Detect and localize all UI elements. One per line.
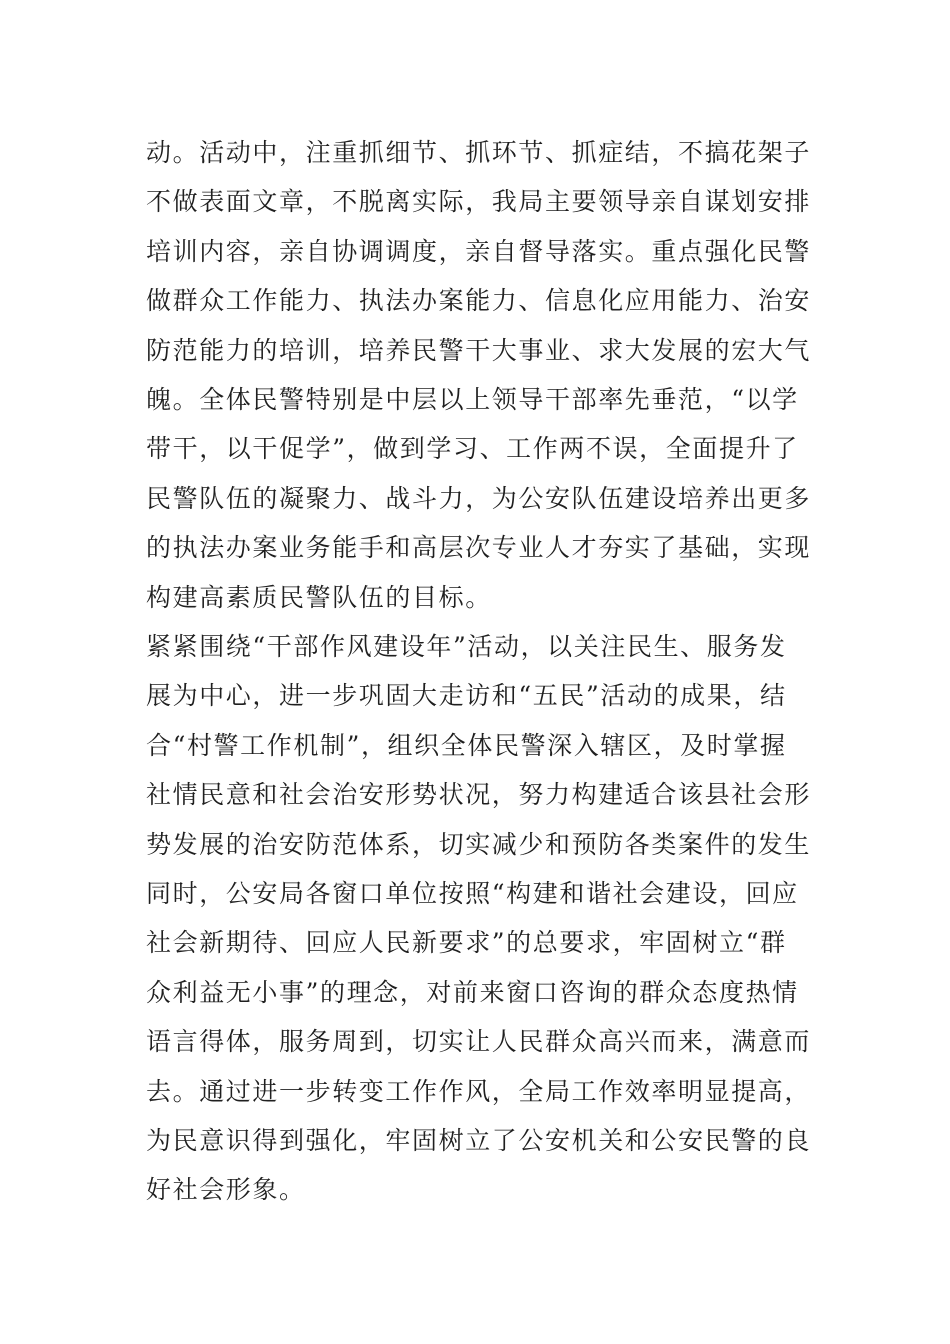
paragraph-1-line: 民警队伍的凝聚力、战斗力，为公安队伍建设培养出更多 (146, 483, 812, 513)
paragraph-2-line: 好社会形象。 (146, 1175, 306, 1205)
paragraph-2-line: 紧紧围绕“干部作风建设年”活动，以关注民生、服务发 (146, 632, 787, 661)
paragraph-1-line: 动。活动中，注重抓细节、抓环节、抓症结，不搞花架子 (146, 138, 812, 167)
paragraph-2-line: 合“村警工作机制”，组织全体民警深入辖区，及时掌握 (146, 730, 787, 760)
paragraph-2-line: 语言得体，服务周到，切实让人民群众高兴而来，满意而 (146, 1027, 812, 1057)
paragraph-2 (146, 622, 812, 1215)
paragraph-2-line: 社情民意和社会治安形势状况，努力构建适合该县社会形 (146, 780, 812, 810)
paragraph-1-line: 带干，以干促学”，做到学习、工作两不误，全面提升了 (146, 434, 799, 464)
paragraph-1 (146, 128, 812, 622)
paragraph-2-line: 同时，公安局各窗口单位按照“构建和谐社会建设，回应 (146, 878, 799, 908)
paragraph-1-line: 不做表面文章，不脱离实际，我局主要领导亲自谋划安排 (146, 187, 812, 217)
paragraph-1-line: 防范能力的培训，培养民警干大事业、求大发展的宏大气 (146, 335, 812, 365)
paragraph-1-line: 魄。全体民警特别是中层以上领导干部率先垂范，“以学 (146, 384, 799, 414)
paragraph-1-line: 构建高素质民警队伍的目标。 (146, 582, 492, 612)
paragraph-2-line: 社会新期待、回应人民新要求”的总要求，牢固树立“群 (146, 928, 787, 958)
paragraph-2-line: 势发展的治安防范体系，切实减少和预防各类案件的发生 (146, 829, 812, 859)
paragraph-2-line: 去。通过进一步转变工作作风，全局工作效率明显提高， (146, 1076, 812, 1106)
paragraph-2-line: 为民意识得到强化，牢固树立了公安机关和公安民警的良 (146, 1125, 812, 1155)
paragraph-1-line: 做群众工作能力、执法办案能力、信息化应用能力、治安 (146, 286, 812, 316)
paragraph-2-line: 众利益无小事”的理念，对前来窗口咨询的群众态度热情 (146, 977, 799, 1007)
paragraph-1-line: 培训内容，亲自协调调度，亲自督导落实。重点强化民警 (146, 236, 812, 266)
paragraph-1-line: 的执法办案业务能手和高层次专业人才夯实了基础，实现 (146, 533, 812, 563)
paragraph-2-line: 展为中心，进一步巩固大走访和“五民”活动的成果，结 (146, 681, 787, 711)
